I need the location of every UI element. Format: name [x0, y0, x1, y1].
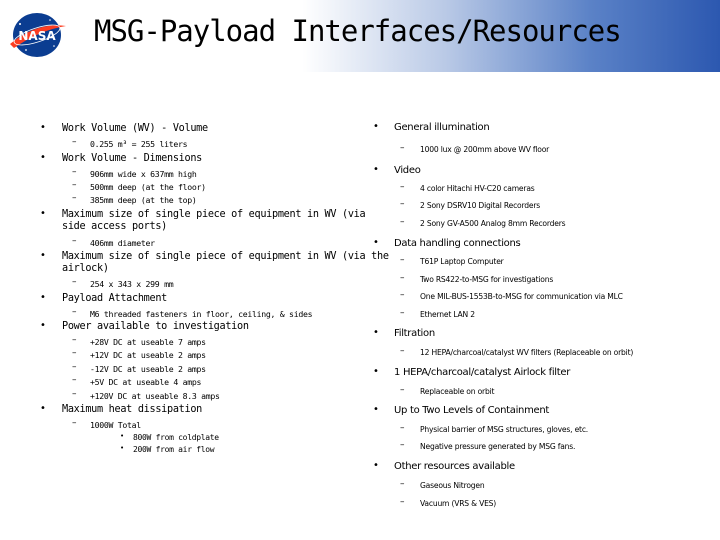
dash: – [72, 418, 77, 428]
data-handling-label: Data handling connections [394, 238, 521, 249]
attachment-label: Payload Attachment [62, 293, 168, 304]
dash: – [72, 375, 77, 385]
airlock-value: 254 x 343 x 299 mm [90, 279, 174, 289]
other-resources-item: Gaseous Nitrogen [420, 481, 485, 490]
bullet: • [40, 250, 46, 261]
side-access-value: 406mm diameter [90, 238, 155, 248]
airlock-label: Maximum size of single piece of equipment in WV (via the [62, 251, 389, 262]
bullet: • [40, 208, 46, 219]
dash: – [400, 308, 405, 318]
dash: – [400, 385, 405, 395]
dimension-item: 906mm wide x 637mm high [90, 169, 197, 179]
bullet: • [40, 320, 46, 331]
airlock-filter-label: 1 HEPA/charcoal/catalyst Airlock filter [394, 367, 571, 378]
dash: – [400, 479, 405, 489]
page-title: MSG-Payload Interfaces/Resources [94, 14, 621, 48]
heat-label: Maximum heat dissipation [62, 404, 203, 415]
bullet: • [40, 152, 46, 163]
other-resources-label: Other resources available [394, 461, 515, 472]
power-item: +5V DC at useable 4 amps [90, 377, 202, 387]
dash: – [72, 137, 77, 147]
power-item: -12V DC at useable 2 amps [90, 364, 206, 374]
data-handling-item: Two RS422-to-MSG for investigations [420, 275, 554, 284]
sub-bullet: • [120, 432, 125, 440]
data-handling-item: Ethernet LAN 2 [420, 310, 475, 319]
dash: – [400, 346, 405, 356]
bullet: • [373, 366, 379, 377]
nasa-logo-icon [6, 10, 68, 60]
power-item: +120V DC at useable 8.3 amps [90, 391, 220, 401]
dash: – [72, 389, 77, 399]
bullet: • [373, 121, 379, 132]
power-item: +28V DC at useable 7 amps [90, 337, 206, 347]
dash: – [400, 423, 405, 433]
data-handling-item: One MIL-BUS-1553B-to-MSG for communication via MLC [420, 292, 623, 301]
illumination-item: 1000 lux @ 200mm above WV floor [420, 145, 550, 154]
side-access-label-cont: side access ports) [62, 221, 168, 232]
containment-label: Up to Two Levels of Containment [394, 405, 550, 416]
dash: – [72, 348, 77, 358]
containment-item: Physical barrier of MSG structures, gloves, etc. [420, 425, 589, 434]
dash: – [72, 362, 77, 372]
power-item: +12V DC at useable 2 amps [90, 350, 206, 360]
other-resources-item: Vacuum (VRS & VES) [420, 499, 497, 508]
dash: – [72, 335, 77, 345]
dash: – [400, 440, 405, 450]
video-item: 4 color Hitachi HV-C20 cameras [420, 184, 535, 193]
side-access-label: Maximum size of single piece of equipment in WV (via [62, 209, 366, 220]
containment-item: Negative pressure generated by MSG fans. [420, 442, 576, 451]
video-item: 2 Sony GV-A500 Analog 8mm Recorders [420, 219, 566, 228]
dash: – [72, 307, 77, 317]
dash: – [400, 217, 405, 227]
bullet: • [373, 164, 379, 175]
dash: – [72, 236, 77, 246]
video-item: 2 Sony DSRV10 Digital Recorders [420, 201, 541, 210]
dash: – [72, 193, 77, 203]
bullet: • [40, 292, 46, 303]
airlock-label-cont: airlock) [62, 263, 109, 274]
data-handling-item: T61P Laptop Computer [420, 257, 504, 266]
heat-item: 800W from coldplate [133, 433, 219, 442]
dash: – [400, 255, 405, 265]
bullet: • [40, 122, 46, 133]
filtration-label: Filtration [394, 328, 435, 339]
bullet: • [40, 403, 46, 414]
dimension-item: 500mm deep (at the floor) [90, 182, 206, 192]
heat-item: 200W from air flow [133, 445, 215, 454]
dimensions-label: Work Volume - Dimensions [62, 153, 203, 164]
bullet: • [373, 237, 379, 248]
dash: – [400, 497, 405, 507]
video-label: Video [394, 165, 421, 176]
svg-text:NASA: NASA [18, 29, 56, 43]
dash: – [400, 182, 405, 192]
dash: – [400, 143, 405, 153]
dash: – [72, 167, 77, 177]
title-banner [0, 0, 720, 72]
dash: – [72, 180, 77, 190]
dimension-item: 385mm deep (at the top) [90, 195, 197, 205]
airlock-filter-item: Replaceable on orbit [420, 387, 495, 396]
bullet: • [373, 404, 379, 415]
filtration-item: 12 HEPA/charcoal/catalyst WV filters (Replaceable on orbit) [420, 348, 634, 357]
dash: – [400, 273, 405, 283]
bullet: • [373, 327, 379, 338]
sub-bullet: • [120, 444, 125, 452]
work-volume-value: 0.255 m³ = 255 liters [90, 139, 188, 149]
dash: – [72, 277, 77, 287]
power-label: Power available to investigation [62, 321, 249, 332]
illumination-label: General illumination [394, 122, 490, 133]
bullet: • [373, 460, 379, 471]
work-volume-label: Work Volume (WV) - Volume [62, 123, 208, 134]
dash: – [400, 199, 405, 209]
dash: – [400, 290, 405, 300]
heat-value: 1000W Total [90, 420, 141, 430]
attachment-value: M6 threaded fasteners in floor, ceiling, & sides [90, 309, 313, 319]
